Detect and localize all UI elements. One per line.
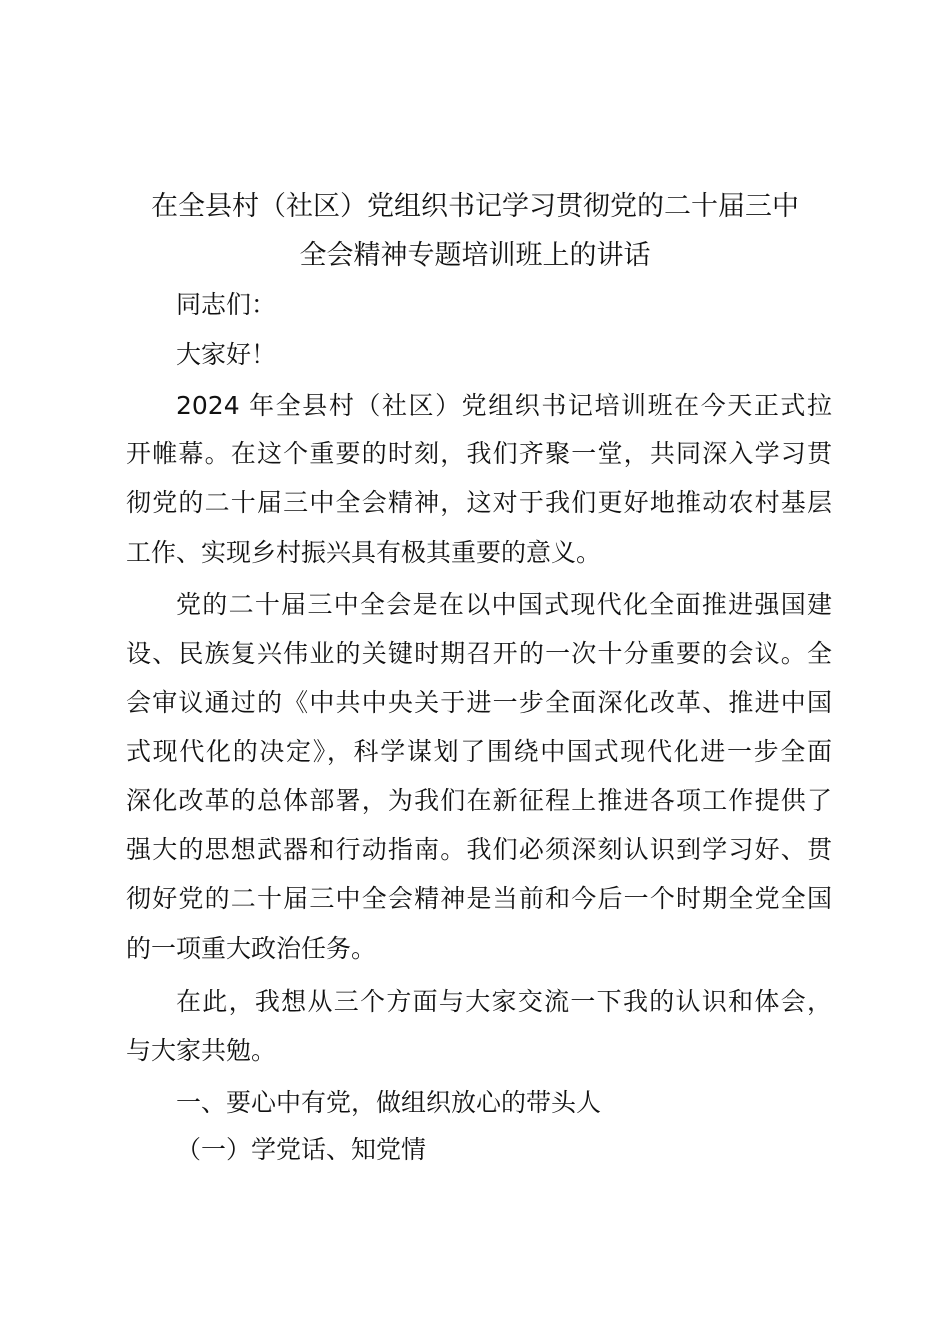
para1-line-2: 开帷幕。在这个重要的时刻，我们齐聚一堂，共同深入学习贯	[126, 439, 832, 468]
para2-line-4: 式现代化的决定》，科学谋划了围绕中国式现代化进一步全面	[126, 737, 832, 766]
para2-line-7: 彻好党的二十届三中全会精神是当前和今后一个时期全党全国	[126, 884, 832, 913]
greeting-hello: 大家好！	[176, 340, 277, 369]
para2-line-3: 会审议通过的《中共中央关于进一步全面深化改革、推进中国	[126, 688, 832, 717]
document-title	[120, 182, 830, 280]
para1-line-4: 工作、实现乡村振兴具有极其重要的意义。	[126, 538, 602, 567]
para2-line-5: 深化改革的总体部署，为我们在新征程上推进各项工作提供了	[126, 786, 832, 815]
greeting-comrades: 同志们：	[176, 290, 277, 319]
para1-line-1: 2024 年全县村（社区）党组织书记培训班在今天正式拉	[176, 391, 832, 420]
title-line-1: 在全县村（社区）党组织书记学习贯彻党的二十届三中	[151, 191, 799, 222]
para3-line-1: 在此，我想从三个方面与大家交流一下我的认识和体会，	[176, 987, 832, 1016]
para2-line-6: 强大的思想武器和行动指南。我们必须深刻认识到学习好、贯	[126, 835, 832, 864]
para2-line-1: 党的二十届三中全会是在以中国式现代化全面推进强国建	[176, 590, 832, 619]
para1-line-3: 彻党的二十届三中全会精神，这对于我们更好地推动农村基层	[126, 488, 832, 517]
para3-line-2: 与大家共勉。	[126, 1036, 277, 1065]
para2-line-8: 的一项重大政治任务。	[126, 934, 377, 963]
title-line-2: 全会精神专题培训班上的讲话	[299, 240, 651, 271]
para2-line-2: 设、民族复兴伟业的关键时期召开的一次十分重要的会议。全	[126, 639, 832, 668]
section-heading-1-1: （一）学党话、知党情	[176, 1135, 427, 1164]
section-heading-1: 一、要心中有党，做组织放心的带头人	[176, 1088, 602, 1117]
